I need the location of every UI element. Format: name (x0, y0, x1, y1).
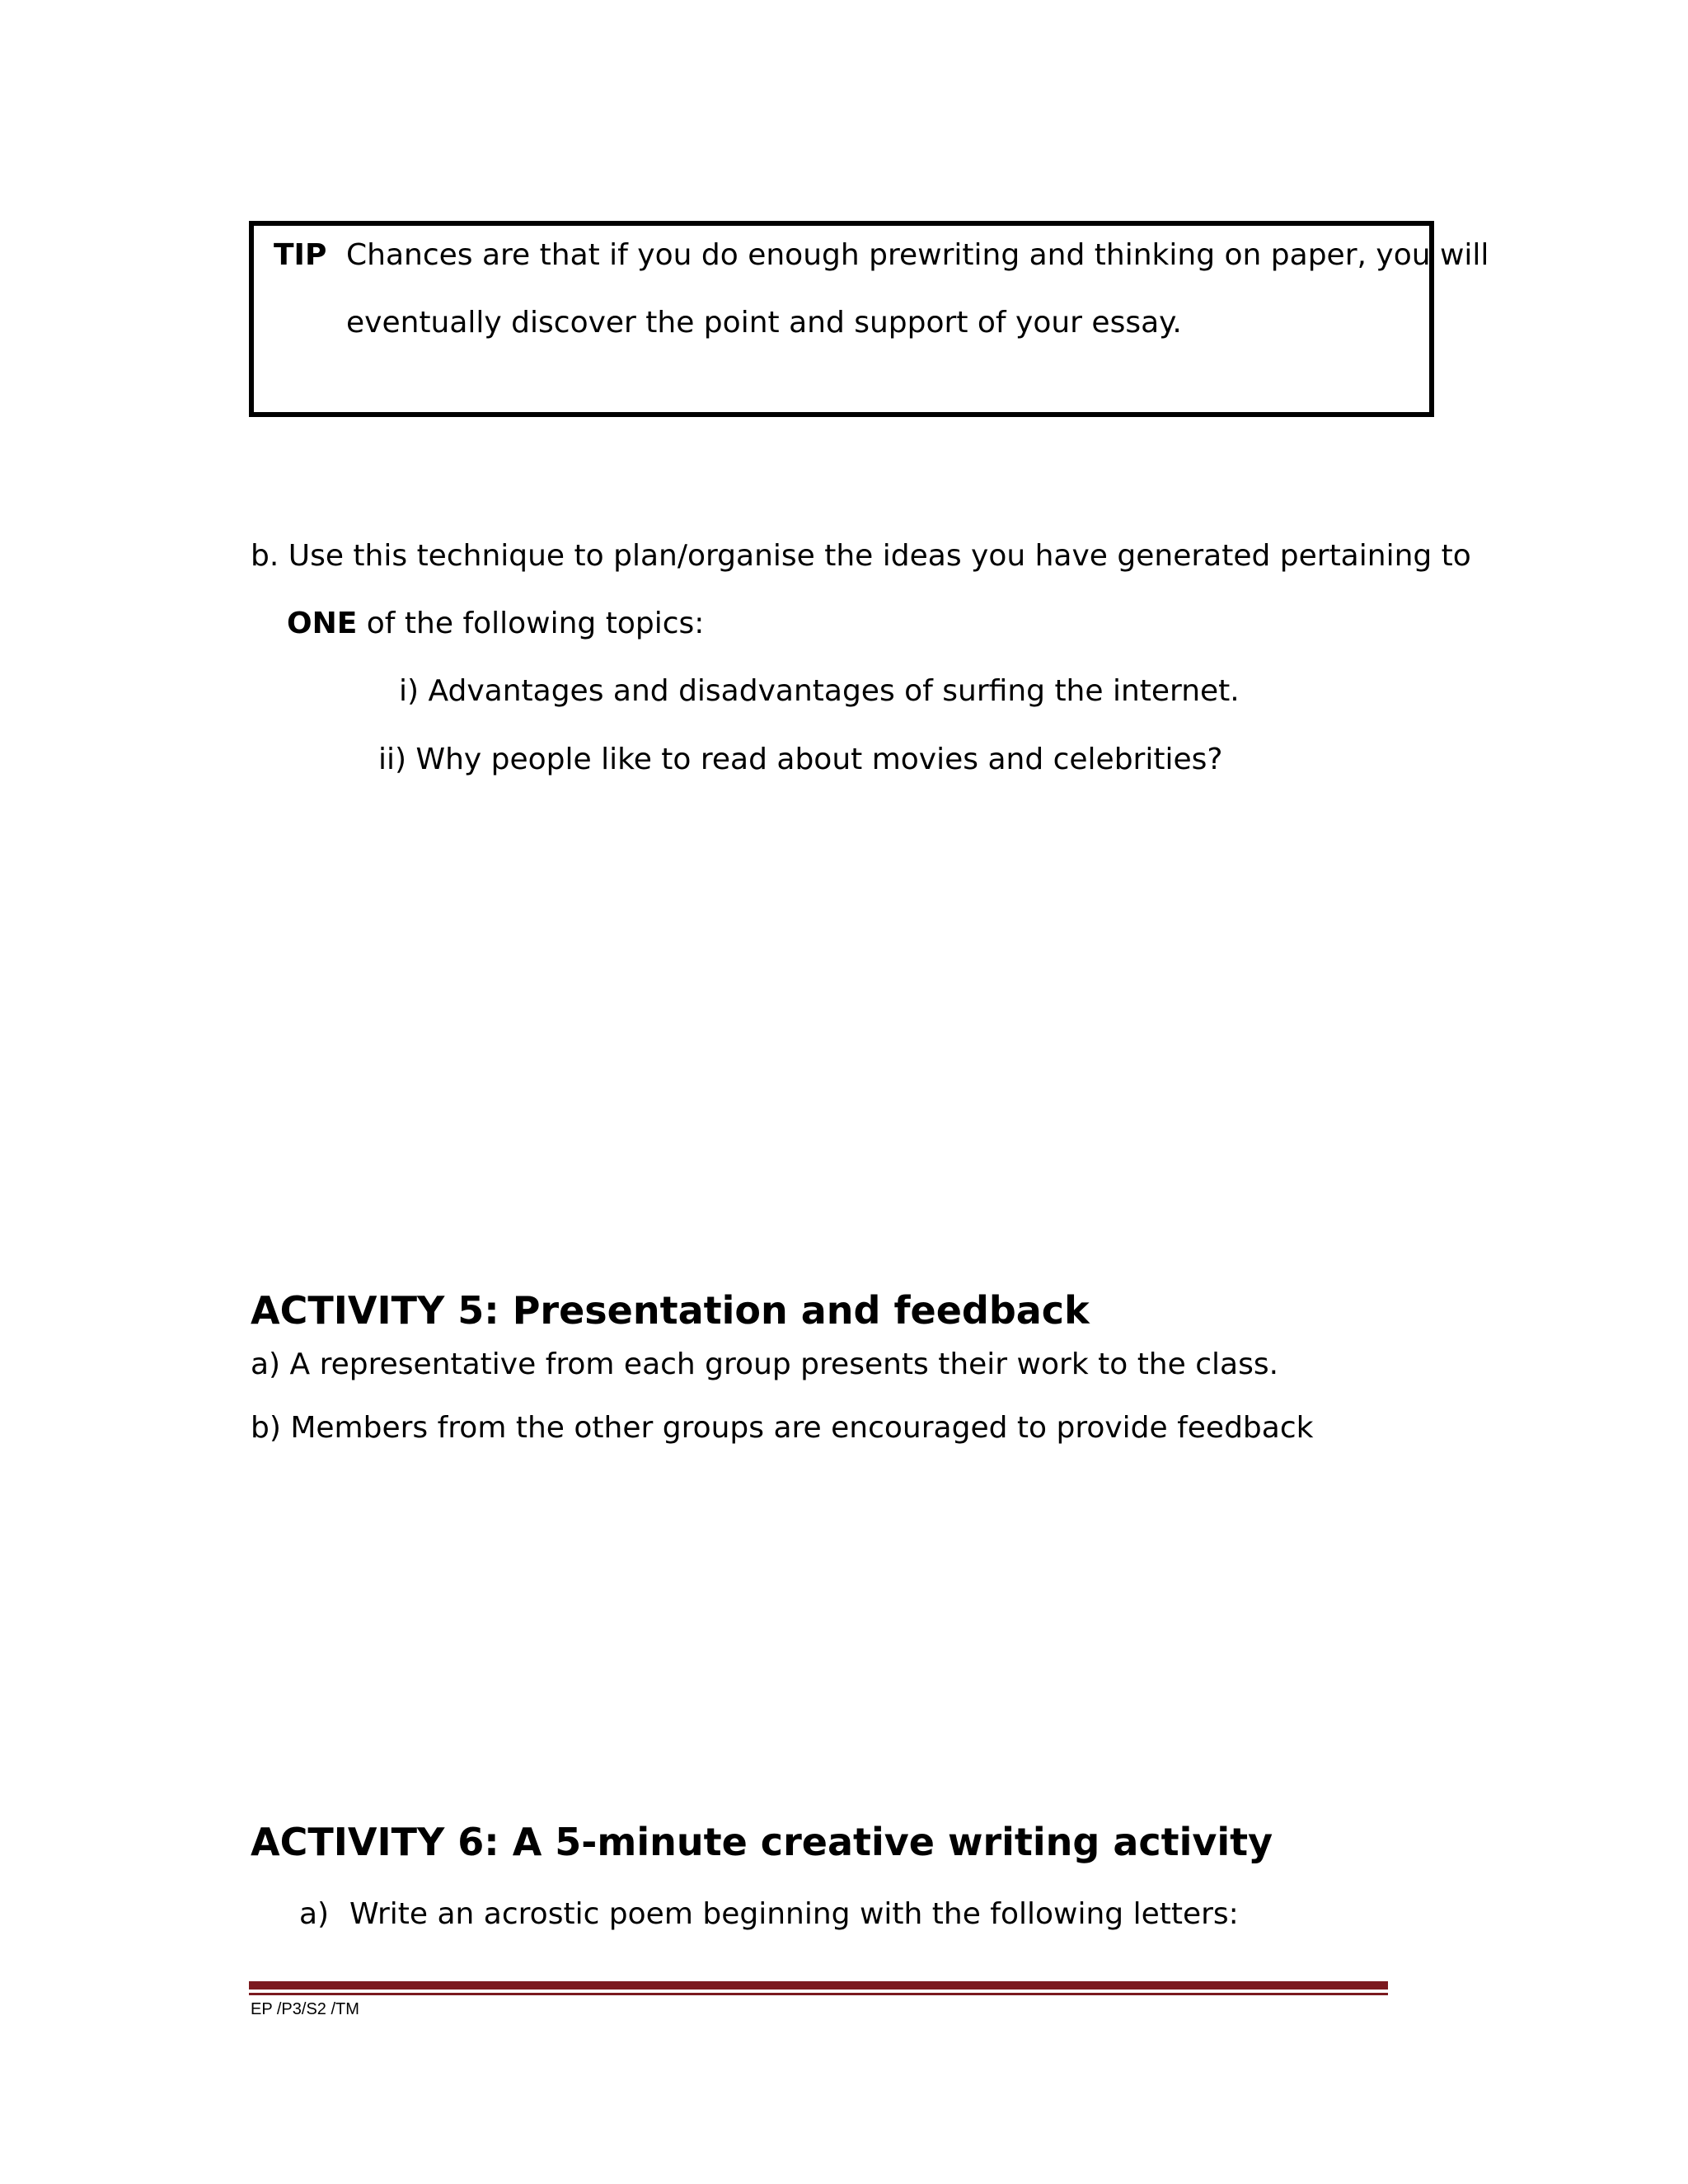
activity-6-item-text: Write an acrostic poem beginning with the following letters: (349, 1897, 1239, 1931)
activity-5-item: a) A representative from each group presents their work to the class. (251, 1347, 1279, 1381)
section-b-line-1: b. Use this technique to plan/organise the ideas you have generated pertaining to (251, 539, 1471, 573)
tip-text-line-2: eventually discover the point and support of your essay. (346, 306, 1182, 340)
section-b-emphasis: ONE (287, 607, 358, 640)
activity-5-heading: ACTIVITY 5: Presentation and feedback (251, 1288, 1090, 1333)
tip-label: TIP (274, 238, 327, 272)
footer-rule-thin (249, 1993, 1388, 1995)
footer-rule (249, 1981, 1388, 1990)
section-b-line-2 (287, 606, 704, 642)
activity-5-item: b) Members from the other groups are encouraged to provide feedback (251, 1411, 1314, 1445)
footer-code: EP /P3/S2 /TM (251, 2000, 359, 2018)
section-b-line-2-rest: of the following topics: (357, 607, 705, 640)
tip-text-line-1: Chances are that if you do enough prewriting and thinking on paper, you will (346, 238, 1489, 272)
topic-item: ii) Why people like to read about movies and celebrities? (378, 743, 1223, 776)
activity-6-item-marker: a) (299, 1897, 330, 1931)
topic-item: i) Advantages and disadvantages of surfing the internet. (399, 674, 1240, 708)
activity-6-heading: ACTIVITY 6: A 5-minute creative writing activity (251, 1820, 1273, 1864)
